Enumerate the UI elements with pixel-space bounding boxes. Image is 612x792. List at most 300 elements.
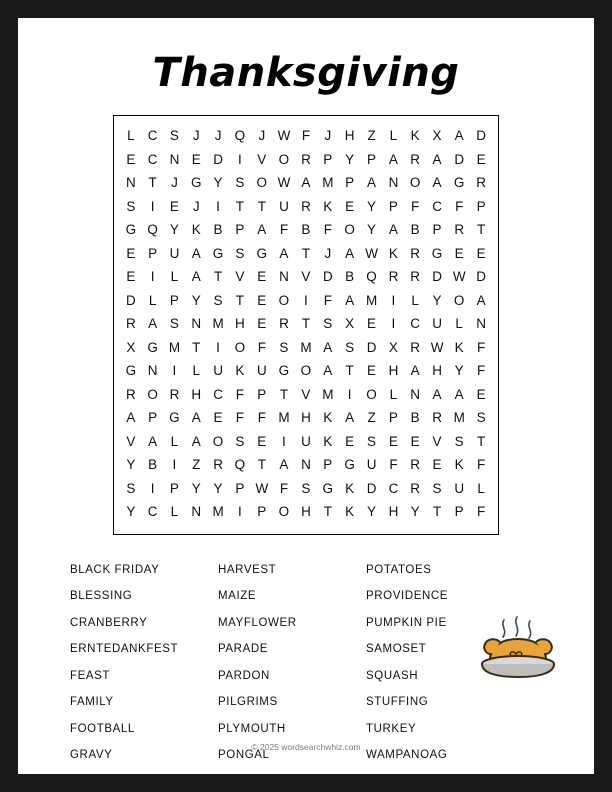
letter-cell[interactable]: I (237, 504, 242, 520)
letter-cell[interactable]: P (432, 222, 442, 238)
letter-cell[interactable]: S (169, 316, 179, 332)
letter-cell[interactable]: T (477, 433, 486, 449)
letter-cell[interactable]: I (347, 386, 352, 402)
letter-cell[interactable]: K (388, 245, 398, 261)
word-item[interactable]: PUMPKIN PIE (366, 616, 447, 629)
letter-cell[interactable]: E (126, 269, 136, 285)
letter-cell[interactable]: M (300, 339, 312, 355)
letter-cell[interactable]: X (345, 316, 355, 332)
letter-cell[interactable]: I (150, 480, 155, 496)
letter-cell[interactable]: N (126, 175, 136, 191)
letter-cell[interactable]: G (169, 410, 180, 426)
letter-cell[interactable]: A (454, 128, 464, 144)
letter-cell[interactable]: T (148, 175, 157, 191)
word-item[interactable]: POTATOES (366, 563, 432, 576)
letter-cell[interactable]: B (410, 222, 420, 238)
letter-cell[interactable]: E (257, 292, 267, 308)
letter-cell[interactable]: K (454, 339, 464, 355)
word-item[interactable]: PARDON (218, 669, 270, 682)
letter-cell[interactable]: A (476, 292, 486, 308)
letter-cell[interactable]: R (454, 222, 465, 238)
letter-cell[interactable]: T (257, 457, 266, 473)
letter-cell[interactable]: B (345, 269, 355, 285)
letter-cell[interactable]: B (410, 410, 420, 426)
letter-cell[interactable]: O (278, 504, 290, 520)
letter-cell[interactable]: G (322, 480, 334, 496)
letter-cell[interactable]: B (213, 222, 223, 238)
letter-cell[interactable]: B (301, 222, 311, 238)
letter-cell[interactable]: R (213, 457, 223, 473)
letter-cell[interactable]: I (150, 198, 155, 214)
letter-cell[interactable]: I (172, 363, 177, 379)
letter-cell[interactable]: L (170, 433, 179, 449)
letter-cell[interactable]: L (170, 504, 179, 520)
letter-cell[interactable]: R (410, 480, 420, 496)
letter-cell[interactable]: H (388, 504, 399, 520)
letter-cell[interactable]: E (257, 316, 267, 332)
letter-cell[interactable]: K (323, 433, 333, 449)
letter-cell[interactable]: T (235, 292, 244, 308)
letter-cell[interactable]: E (126, 245, 136, 261)
letter-cell[interactable]: Q (234, 457, 246, 473)
letter-cell[interactable]: X (388, 339, 398, 355)
letter-cell[interactable]: T (192, 339, 201, 355)
letter-cell[interactable]: P (235, 222, 245, 238)
letter-cell[interactable]: F (235, 410, 244, 426)
letter-cell[interactable]: G (212, 245, 224, 261)
word-item[interactable]: PARADE (218, 643, 269, 655)
letter-cell[interactable]: J (214, 128, 222, 144)
word-item[interactable]: FAMILY (70, 696, 114, 708)
letter-cell[interactable]: P (169, 480, 179, 496)
letter-cell[interactable]: S (235, 433, 245, 449)
letter-cell[interactable]: F (235, 386, 244, 402)
letter-cell[interactable]: U (256, 363, 267, 379)
letter-cell[interactable]: I (150, 269, 155, 285)
letter-cell[interactable]: S (345, 339, 355, 355)
letter-cell[interactable]: D (213, 151, 223, 167)
letter-cell[interactable]: D (432, 269, 442, 285)
letter-cell[interactable]: X (126, 339, 136, 355)
word-item[interactable]: BLACK FRIDAY (70, 563, 160, 576)
letter-cell[interactable]: V (126, 433, 136, 449)
letter-cell[interactable]: D (476, 269, 486, 285)
letter-cell[interactable]: C (147, 128, 158, 144)
letter-cell[interactable]: Y (367, 222, 377, 238)
letter-cell[interactable]: O (453, 292, 465, 308)
letter-cell[interactable]: A (432, 151, 442, 167)
letter-cell[interactable]: L (389, 386, 398, 402)
word-item[interactable]: FEAST (70, 669, 111, 682)
letter-cell[interactable]: J (171, 175, 178, 191)
letter-cell[interactable]: T (235, 198, 244, 214)
letter-cell[interactable]: A (410, 363, 420, 379)
letter-cell[interactable]: G (147, 339, 158, 355)
letter-cell[interactable]: T (477, 222, 486, 238)
letter-cell[interactable]: P (169, 292, 179, 308)
letter-cell[interactable]: R (410, 269, 420, 285)
letter-cell[interactable]: K (323, 198, 333, 214)
letter-cell[interactable]: D (476, 128, 486, 144)
letter-cell[interactable]: A (345, 245, 355, 261)
letter-cell[interactable]: Y (126, 504, 136, 520)
letter-cell[interactable]: G (344, 457, 355, 473)
letter-cell[interactable]: Y (367, 504, 377, 520)
letter-cell[interactable]: M (212, 316, 224, 332)
letter-cell[interactable]: F (477, 457, 486, 473)
letter-cell[interactable]: H (301, 504, 311, 520)
word-item[interactable]: BLESSING (70, 590, 133, 602)
letter-cell[interactable]: Y (191, 292, 201, 308)
word-item[interactable]: MAYFLOWER (218, 616, 297, 629)
letter-cell[interactable]: F (323, 222, 332, 238)
letter-cell[interactable]: L (170, 269, 179, 285)
letter-cell[interactable]: N (279, 269, 289, 285)
letter-cell[interactable]: S (323, 316, 333, 332)
letter-cell[interactable]: O (366, 386, 377, 402)
letter-cell[interactable]: R (126, 386, 136, 402)
letter-cell[interactable]: D (366, 339, 377, 355)
letter-cell[interactable]: R (410, 457, 420, 473)
letter-cell[interactable]: A (191, 433, 201, 449)
letter-cell[interactable]: M (453, 410, 465, 426)
letter-cell[interactable]: T (257, 198, 266, 214)
letter-cell[interactable]: V (432, 433, 442, 449)
letter-cell[interactable]: S (126, 198, 136, 214)
letter-cell[interactable]: L (477, 480, 485, 496)
letter-cell[interactable]: I (216, 339, 220, 355)
letter-cell[interactable]: P (148, 245, 158, 261)
letter-cell[interactable]: Y (213, 175, 223, 191)
letter-cell[interactable]: R (126, 316, 136, 332)
letter-cell[interactable]: F (323, 292, 332, 308)
letter-cell[interactable]: T (301, 316, 311, 332)
letter-cell[interactable]: P (257, 386, 267, 402)
letter-cell[interactable]: O (212, 433, 224, 449)
letter-cell[interactable]: J (192, 128, 200, 144)
letter-cell[interactable]: M (322, 386, 334, 402)
letter-cell[interactable]: W (365, 245, 378, 261)
letter-cell[interactable]: K (410, 128, 420, 144)
letter-cell[interactable]: L (127, 128, 135, 144)
word-item[interactable]: STUFFING (366, 696, 429, 708)
word-item[interactable]: SAMOSET (366, 643, 427, 655)
letter-cell[interactable]: W (277, 175, 291, 191)
letter-cell[interactable]: W (430, 339, 444, 355)
letter-cell[interactable]: E (476, 386, 486, 402)
letter-cell[interactable]: L (455, 316, 463, 332)
letter-cell[interactable]: A (279, 245, 289, 261)
letter-cell[interactable]: M (168, 339, 181, 355)
letter-cell[interactable]: M (322, 175, 334, 191)
letter-cell[interactable]: Y (126, 457, 136, 473)
word-item[interactable]: MAIZE (218, 590, 257, 602)
letter-cell[interactable]: M (278, 410, 290, 426)
letter-cell[interactable]: A (388, 151, 398, 167)
letter-cell[interactable]: P (388, 410, 398, 426)
letter-cell[interactable]: E (476, 151, 486, 167)
letter-cell[interactable]: Z (192, 457, 201, 473)
letter-cell[interactable]: P (476, 198, 486, 214)
letter-cell[interactable]: S (301, 480, 311, 496)
letter-cell[interactable]: E (213, 410, 223, 426)
letter-cell[interactable]: W (452, 269, 466, 285)
word-item[interactable]: TURKEY (366, 722, 417, 735)
letter-cell[interactable]: D (366, 480, 377, 496)
letter-cell[interactable]: L (389, 128, 398, 144)
letter-cell[interactable]: A (345, 292, 355, 308)
letter-cell[interactable]: N (191, 504, 202, 520)
letter-cell[interactable]: I (391, 316, 396, 332)
word-item[interactable]: ERNTEDANKFEST (70, 643, 179, 655)
letter-cell[interactable]: C (213, 386, 223, 402)
letter-cell[interactable]: N (147, 363, 158, 379)
letter-cell[interactable]: Y (213, 480, 223, 496)
letter-cell[interactable]: S (279, 339, 289, 355)
letter-cell[interactable]: H (235, 316, 245, 332)
letter-cell[interactable]: K (191, 222, 201, 238)
letter-cell[interactable]: O (278, 292, 290, 308)
letter-cell[interactable]: G (278, 363, 290, 379)
letter-cell[interactable]: S (235, 245, 245, 261)
letter-cell[interactable]: E (388, 433, 398, 449)
letter-cell[interactable]: P (148, 410, 158, 426)
word-search-grid[interactable] (113, 115, 499, 535)
letter-cell[interactable]: F (301, 128, 311, 144)
letter-cell[interactable]: K (323, 410, 333, 426)
letter-cell[interactable]: G (190, 175, 202, 191)
letter-cell[interactable]: A (148, 316, 158, 332)
letter-cell[interactable]: C (388, 480, 399, 496)
letter-cell[interactable]: G (453, 175, 465, 191)
letter-cell[interactable]: T (323, 504, 332, 520)
letter-cell[interactable]: F (257, 339, 266, 355)
letter-cell[interactable]: Y (367, 198, 377, 214)
letter-cell[interactable]: P (323, 151, 333, 167)
letter-cell[interactable]: A (301, 175, 311, 191)
letter-cell[interactable]: A (148, 433, 158, 449)
letter-cell[interactable]: E (126, 151, 136, 167)
word-item[interactable]: SQUASH (366, 669, 419, 682)
letter-cell[interactable]: H (344, 128, 355, 144)
letter-cell[interactable]: T (301, 245, 311, 261)
letter-cell[interactable]: H (388, 363, 399, 379)
letter-cell[interactable]: Z (367, 128, 376, 144)
letter-cell[interactable]: F (477, 363, 486, 379)
letter-cell[interactable]: D (322, 269, 333, 285)
letter-cell[interactable]: U (454, 480, 465, 496)
letter-cell[interactable]: A (432, 386, 442, 402)
letter-cell[interactable]: F (279, 480, 289, 496)
word-item[interactable]: PILGRIMS (218, 696, 278, 708)
letter-cell[interactable]: A (126, 410, 136, 426)
letter-cell[interactable]: N (191, 316, 202, 332)
letter-cell[interactable]: I (391, 292, 396, 308)
letter-cell[interactable]: Q (366, 269, 377, 285)
word-item[interactable]: CRANBERRY (70, 616, 148, 629)
letter-cell[interactable]: I (237, 151, 242, 167)
letter-cell[interactable]: E (257, 433, 267, 449)
word-item[interactable]: GRAVY (70, 749, 113, 761)
letter-cell[interactable]: R (410, 151, 420, 167)
letter-cell[interactable]: C (410, 316, 420, 332)
letter-cell[interactable]: I (282, 433, 286, 449)
letter-cell[interactable]: N (410, 386, 420, 402)
letter-cell[interactable]: A (191, 269, 201, 285)
letter-cell[interactable]: F (455, 198, 464, 214)
letter-cell[interactable]: U (279, 198, 289, 214)
letter-cell[interactable]: Q (147, 222, 158, 238)
letter-cell[interactable]: A (388, 222, 398, 238)
letter-cell[interactable]: J (324, 128, 332, 144)
letter-cell[interactable]: B (148, 457, 158, 473)
letter-cell[interactable]: I (216, 198, 220, 214)
letter-cell[interactable]: E (191, 151, 201, 167)
letter-cell[interactable]: L (411, 292, 419, 308)
letter-cell[interactable]: F (477, 504, 486, 520)
letter-cell[interactable]: U (169, 245, 180, 261)
letter-cell[interactable]: A (257, 222, 267, 238)
letter-cell[interactable]: U (432, 316, 442, 332)
letter-cell[interactable]: G (125, 363, 137, 379)
letter-cell[interactable]: C (147, 151, 158, 167)
letter-cell[interactable]: Y (169, 222, 179, 238)
letter-cell[interactable]: K (235, 363, 245, 379)
letter-cell[interactable]: V (235, 269, 245, 285)
letter-cell[interactable]: T (279, 386, 289, 402)
letter-cell[interactable]: H (191, 386, 202, 402)
letter-cell[interactable]: Y (432, 292, 442, 308)
letter-cell[interactable]: W (255, 480, 269, 496)
letter-cell[interactable]: E (169, 198, 179, 214)
letter-cell[interactable]: O (409, 175, 421, 191)
letter-cell[interactable]: Q (234, 128, 246, 144)
letter-cell[interactable]: E (257, 269, 267, 285)
letter-cell[interactable]: O (234, 339, 246, 355)
letter-cell[interactable]: H (432, 363, 442, 379)
letter-cell[interactable]: S (476, 410, 486, 426)
letter-cell[interactable]: I (172, 457, 177, 473)
letter-cell[interactable]: E (410, 433, 420, 449)
letter-cell[interactable]: E (454, 245, 464, 261)
letter-cell[interactable]: P (257, 504, 267, 520)
letter-cell[interactable]: S (454, 433, 464, 449)
letter-cell[interactable]: E (476, 245, 486, 261)
letter-cell[interactable]: P (345, 175, 355, 191)
letter-cell[interactable]: S (432, 480, 442, 496)
letter-cell[interactable]: J (324, 245, 332, 261)
word-item[interactable]: PLYMOUTH (218, 722, 286, 735)
letter-cell[interactable]: G (125, 222, 137, 238)
letter-cell[interactable]: S (213, 292, 223, 308)
letter-cell[interactable]: A (367, 175, 377, 191)
letter-cell[interactable]: M (365, 292, 378, 308)
letter-cell[interactable]: C (147, 504, 158, 520)
letter-cell[interactable]: R (476, 175, 486, 191)
letter-cell[interactable]: U (301, 433, 311, 449)
letter-cell[interactable]: E (345, 433, 355, 449)
letter-cell[interactable]: P (367, 151, 377, 167)
letter-cell[interactable]: O (147, 386, 158, 402)
letter-cell[interactable]: S (169, 128, 179, 144)
letter-cell[interactable]: W (277, 128, 291, 144)
letter-cell[interactable]: L (192, 363, 200, 379)
letter-cell[interactable]: O (256, 175, 268, 191)
letter-cell[interactable]: D (454, 151, 465, 167)
letter-cell[interactable]: Y (345, 151, 355, 167)
letter-cell[interactable]: K (454, 457, 464, 473)
letter-cell[interactable]: G (431, 245, 443, 261)
letter-cell[interactable]: F (257, 410, 266, 426)
letter-cell[interactable]: S (367, 433, 377, 449)
letter-cell[interactable]: N (169, 151, 180, 167)
letter-cell[interactable]: R (301, 198, 311, 214)
letter-cell[interactable]: S (235, 175, 245, 191)
letter-cell[interactable]: P (323, 457, 333, 473)
letter-cell[interactable]: Y (191, 480, 201, 496)
letter-cell[interactable]: A (432, 175, 442, 191)
letter-cell[interactable]: P (454, 504, 464, 520)
letter-cell[interactable]: A (279, 457, 289, 473)
letter-cell[interactable]: T (432, 504, 442, 520)
word-item[interactable]: HARVEST (218, 563, 277, 576)
letter-cell[interactable]: C (432, 198, 442, 214)
letter-cell[interactable]: Z (367, 410, 376, 426)
letter-cell[interactable]: N (476, 316, 486, 332)
letter-cell[interactable]: A (323, 363, 333, 379)
word-item[interactable]: WAMPANOAG (366, 749, 448, 761)
letter-cell[interactable]: Y (410, 504, 420, 520)
letter-cell[interactable]: D (126, 292, 136, 308)
letter-cell[interactable]: N (301, 457, 311, 473)
letter-cell[interactable]: Y (454, 363, 464, 379)
letter-cell[interactable]: U (366, 457, 377, 473)
letter-cell[interactable]: A (191, 245, 201, 261)
letter-cell[interactable]: R (169, 386, 180, 402)
letter-cell[interactable]: V (301, 269, 311, 285)
letter-cell[interactable]: S (126, 480, 136, 496)
letter-cell[interactable]: A (191, 410, 201, 426)
word-item[interactable]: FOOTBALL (70, 722, 135, 735)
letter-cell[interactable]: R (410, 245, 420, 261)
letter-cell[interactable]: R (301, 151, 311, 167)
letter-cell[interactable]: F (279, 222, 289, 238)
letter-cell[interactable]: R (388, 269, 399, 285)
letter-cell[interactable]: E (367, 316, 377, 332)
letter-cell[interactable]: E (345, 198, 355, 214)
letter-cell[interactable]: I (304, 292, 308, 308)
letter-cell[interactable]: M (212, 504, 224, 520)
letter-cell[interactable]: A (345, 410, 355, 426)
letter-cell[interactable]: F (411, 198, 420, 214)
letter-cell[interactable]: H (301, 410, 311, 426)
letter-cell[interactable]: P (388, 198, 398, 214)
letter-cell[interactable]: R (410, 339, 420, 355)
letter-cell[interactable]: X (432, 128, 442, 144)
letter-cell[interactable]: V (257, 151, 267, 167)
letter-cell[interactable]: R (279, 316, 289, 332)
letter-cell[interactable]: E (367, 363, 377, 379)
letter-cell[interactable]: K (345, 480, 355, 496)
letter-cell[interactable]: A (454, 386, 464, 402)
letter-cell[interactable]: J (192, 198, 200, 214)
letter-cell[interactable]: E (432, 457, 442, 473)
letter-cell[interactable]: J (258, 128, 266, 144)
letter-cell[interactable]: P (235, 480, 245, 496)
letter-cell[interactable]: V (301, 386, 311, 402)
letter-cell[interactable]: U (213, 363, 223, 379)
letter-cell[interactable]: K (345, 504, 355, 520)
